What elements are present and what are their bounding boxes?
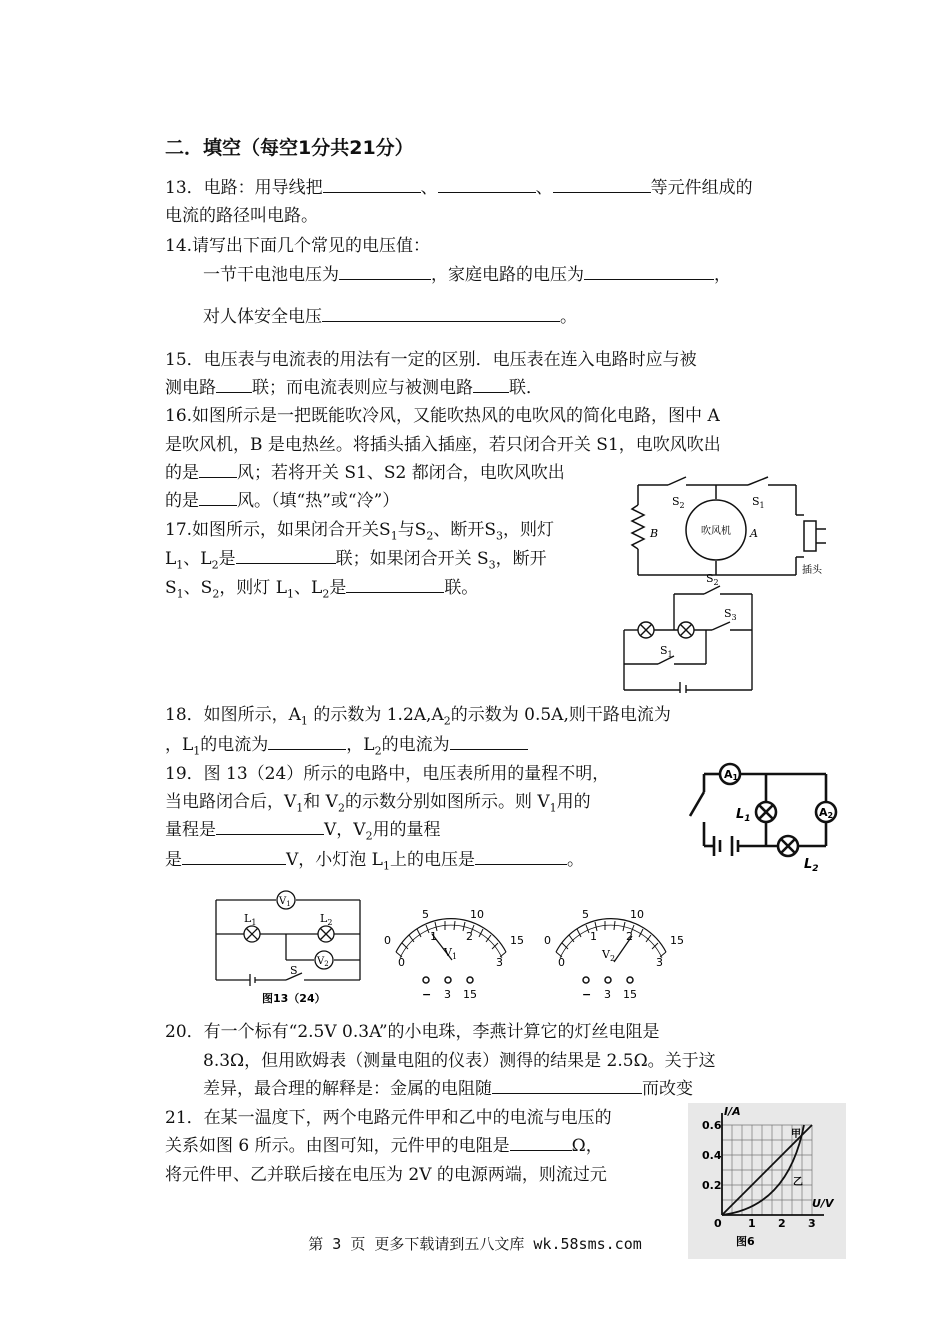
blank[interactable] [475, 848, 567, 865]
voltmeter-dial-v2 [538, 900, 688, 1002]
svg-text:0: 0 [384, 934, 391, 947]
page-footer: 第 3 页 更多下载请到五八文库 wk.58sms.com [308, 1235, 642, 1253]
svg-text:15: 15 [510, 934, 524, 947]
svg-text:U/V: U/V [812, 1197, 834, 1210]
q14-line2: 一节干电池电压为 ，家庭电路的电压为 ， [203, 265, 731, 285]
svg-text:0.6: 0.6 [702, 1119, 722, 1132]
s3-label: $S_3$ [724, 607, 737, 622]
svg-text:−: − [582, 988, 592, 1001]
svg-text:3: 3 [656, 956, 663, 969]
blank[interactable] [473, 376, 509, 393]
svg-text:3: 3 [808, 1217, 816, 1230]
section-heading: 二．填空（每空1分共21分） [165, 137, 414, 159]
l2-label: $L_2$ [804, 857, 819, 874]
svg-text:15: 15 [623, 988, 637, 1001]
blank[interactable] [450, 733, 528, 750]
svg-text:0.4: 0.4 [702, 1149, 722, 1162]
dial-label: $V_1$ [444, 946, 458, 961]
blank[interactable] [553, 176, 651, 193]
lamp-switch-circuit-figure [612, 568, 762, 693]
q20-line1: 20．有一个标有“2.5V 0.3A”的小电珠，李燕计算它的灯丝电阻是 [165, 1022, 660, 1042]
svg-text:1: 1 [430, 930, 437, 943]
q18-line2: ，$L_1$的电流为 ，$L_2$的电流为 [165, 733, 528, 763]
q19-line1: 19．图 13（24）所示的电路中，电压表所用的量程不明， [165, 764, 610, 784]
plug-label: 插头 [802, 565, 822, 576]
q14-line3: 对人体安全电压 。 [203, 307, 577, 327]
s-label: S [290, 964, 298, 977]
l1-label: $L_1$ [736, 807, 751, 824]
q19-line3: 量程是 V，$V_2$用的量程 [165, 820, 441, 843]
svg-text:3: 3 [444, 988, 451, 1001]
q15-line2: 测电路 联；而电流表则应与被测电路 联． [165, 378, 543, 398]
b-label: B [650, 527, 659, 540]
a-label: A [750, 527, 758, 540]
blank[interactable] [339, 263, 431, 280]
blank[interactable] [438, 176, 536, 193]
blank[interactable] [322, 305, 560, 322]
svg-text:0: 0 [544, 934, 551, 947]
s2-label: $S_2$ [672, 495, 685, 510]
blank[interactable] [199, 489, 237, 506]
voltmeter-circuit-figure [210, 888, 370, 1006]
svg-text:3: 3 [496, 956, 503, 969]
svg-text:2: 2 [626, 930, 633, 943]
q17-line3: $S_1$、$S_2$，则灯 $L_1$、$L_2$是 联。 [165, 578, 479, 601]
q16-line1: 16.如图所示是一把既能吹冷风，又能吹热风的电吹风的简化电路，图中 A [165, 406, 720, 426]
q19-line4: 是 V，小灯泡 $L_1$上的电压是 。 [165, 850, 584, 873]
motor-label: 吹风机 [701, 526, 731, 537]
v1-label: $V_1$ [279, 896, 291, 908]
blank[interactable] [584, 263, 714, 280]
a1-label: A1 [724, 768, 739, 782]
svg-text:15: 15 [670, 934, 684, 947]
q14-line1: 14.请写出下面几个常见的电压值： [165, 236, 431, 256]
svg-text:3: 3 [604, 988, 611, 1001]
q13-line1: 13．电路：用导线把 、 、 等元件组成的 [165, 178, 753, 198]
l2-label: $L_2$ [320, 912, 333, 927]
blank[interactable] [199, 461, 237, 478]
svg-text:2: 2 [778, 1217, 786, 1230]
svg-text:5: 5 [422, 908, 429, 921]
svg-text:0: 0 [714, 1217, 722, 1230]
q16-line3: 的是 风；若将开关 S1、S2 都闭合，电吹风吹出 [165, 463, 565, 483]
svg-text:15: 15 [463, 988, 477, 1001]
q19-line2: 当电路闭合后，$V_1$和 $V_2$的示数分别如图所示。则 $V_1$用的 [165, 792, 591, 815]
s1-label: $S_1$ [752, 495, 765, 510]
svg-text:5: 5 [582, 908, 589, 921]
q13-line2: 电流的路径叫电路。 [165, 206, 318, 226]
q21-line1: 21．在某一温度下，两个电路元件甲和乙中的电流与电压的 [165, 1108, 612, 1128]
blank[interactable] [268, 733, 346, 750]
svg-text:0.2: 0.2 [702, 1179, 722, 1192]
svg-text:0: 0 [398, 956, 405, 969]
q17-line2: $L_1$、$L_2$是 联；如果闭合开关 $S_3$，断开 [165, 549, 547, 572]
svg-text:1: 1 [748, 1217, 756, 1230]
blank[interactable] [323, 176, 421, 193]
svg-text:−: − [422, 988, 432, 1001]
blank[interactable] [182, 848, 286, 865]
v2-label: $V_2$ [317, 956, 329, 968]
figure-caption: 图13（24） [262, 992, 326, 1005]
q16-line4: 的是 风。（填“热”或“冷”） [165, 491, 400, 511]
svg-text:0: 0 [558, 956, 565, 969]
q20-line2: 8.3Ω，但用欧姆表（测量电阻的仪表）测得的结果是 2.5Ω。关于这 [203, 1051, 716, 1071]
q21-line3: 将元件甲、乙并联后接在电压为 2V 的电源两端，则流过元 [165, 1165, 607, 1185]
q18-line1: 18．如图所示，$A_1$ 的示数为 $1.2A,A_2$的示数为 0.5A,则干路电流为 [165, 705, 671, 728]
s2-label: $S_2$ [706, 572, 719, 587]
q21-line2: 关系如图 6 所示。由图可知，元件甲的电阻是 Ω， [165, 1136, 603, 1156]
q16-line2: 是吹风机，B 是电热丝。将插头插入插座，若只闭合开关 S1，电吹风吹出 [165, 435, 721, 455]
svg-text:1: 1 [590, 930, 597, 943]
svg-text:I/A: I/A [724, 1105, 741, 1118]
svg-text:10: 10 [630, 908, 644, 921]
blank[interactable] [346, 576, 444, 593]
ammeter-circuit-figure [680, 760, 840, 875]
q20-line3: 差异，最合理的解释是：金属的电阻随 而改变 [203, 1079, 693, 1099]
svg-text:10: 10 [470, 908, 484, 921]
series-yi-label: 乙 [793, 1177, 803, 1188]
blank[interactable] [216, 376, 252, 393]
blank[interactable] [216, 818, 324, 835]
q15-line1: 15．电压表与电流表的用法有一定的区别．电压表在连入电路时应与被 [165, 350, 697, 370]
dial-ticks [556, 921, 666, 957]
svg-text:2: 2 [466, 930, 473, 943]
voltmeter-dial-v1 [378, 900, 528, 1002]
a2-label: A2 [819, 806, 834, 820]
l1-label: $L_1$ [244, 912, 257, 927]
series-jia-label: 甲 [791, 1129, 801, 1140]
s1-label: $S_1$ [660, 644, 673, 659]
figure-caption: 图6 [736, 1235, 755, 1248]
dial-label: $V_2$ [602, 948, 616, 963]
blank[interactable] [510, 1134, 572, 1151]
blank[interactable] [492, 1077, 642, 1094]
q17-line1: 17.如图所示，如果闭合开关$S_1$与$S_2$、断开$S_3$，则灯 [165, 520, 554, 543]
blank[interactable] [236, 547, 336, 564]
